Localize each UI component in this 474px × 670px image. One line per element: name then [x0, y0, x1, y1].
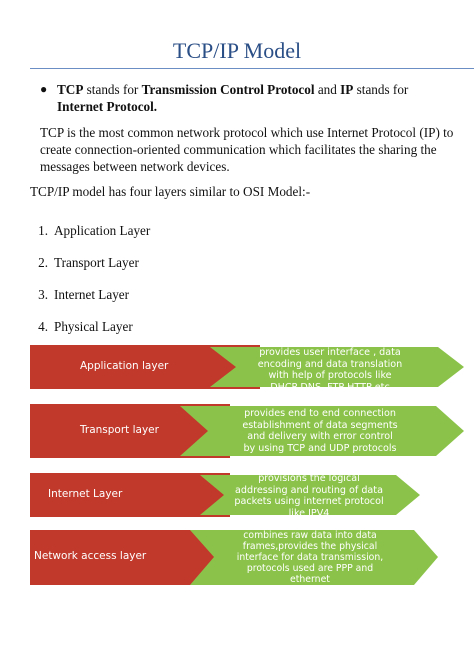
- desc-line: protocols used are PPP and: [246, 563, 374, 574]
- tcp-term: TCP: [57, 82, 84, 97]
- layer-label: Application layer: [80, 360, 169, 372]
- desc-line: provides end to end connection: [244, 408, 396, 419]
- desc-line: provides user interface , data: [259, 347, 401, 358]
- layer-row-application: [30, 345, 466, 393]
- layer-description: [230, 347, 430, 393]
- desc-line: ethernet: [290, 574, 330, 585]
- list-item: [30, 223, 150, 239]
- desc-line: provisions the logical: [258, 473, 360, 484]
- list-item-label: Physical Layer: [54, 319, 133, 334]
- title-divider: [30, 68, 474, 69]
- layer-label: Network access layer: [34, 550, 147, 562]
- layer-row-transport: [30, 404, 466, 458]
- layer-description: [216, 473, 402, 519]
- layers-intro: TCP/IP model has four layers similar to OSI Model:-: [30, 184, 311, 199]
- desc-line: with help of protocols like: [268, 370, 392, 381]
- tcp-description: TCP is the most common network protocol which use Internet Protocol (IP) to create connection-oriented communication which facilitates the sharing the messages between network devices.: [40, 125, 454, 174]
- list-item-label: Internet Layer: [54, 287, 130, 302]
- bullet-text: [57, 81, 450, 115]
- desc-line: addressing and routing of data: [235, 484, 383, 496]
- desc-line: DHCP,DNS, FTP,HTTP etc: [270, 381, 390, 393]
- list-item-number: 2.: [38, 255, 48, 270]
- layer-label: Transport layer: [80, 424, 159, 436]
- desc-line: combines raw data into data: [243, 530, 377, 541]
- desc-line: and delivery with error control: [247, 431, 393, 442]
- list-item: [30, 319, 133, 335]
- bullet-dot-icon: ●: [40, 82, 48, 96]
- and-text: and: [314, 82, 341, 97]
- desc-line: frames,provides the physical: [242, 541, 378, 552]
- desc-line: like IPV4: [288, 507, 330, 519]
- list-item: [30, 287, 129, 303]
- stands-for-text: stands for: [83, 82, 142, 97]
- layer-label: Internet Layer: [48, 488, 123, 500]
- desc-line: encoding and data translation: [257, 358, 403, 370]
- ip-term: IP: [340, 82, 354, 97]
- stands-for-text-2: stands for: [353, 82, 409, 97]
- ip-full-name: Internet Protocol.: [57, 99, 158, 114]
- layer-row-internet: [30, 473, 466, 517]
- layer-description: [210, 530, 410, 585]
- list-item-number: 4.: [38, 319, 48, 334]
- list-item-label: Transport Layer: [54, 255, 139, 270]
- list-item-label: Application Layer: [54, 223, 151, 238]
- desc-line: interface for data transmission,: [236, 552, 384, 563]
- layer-row-network-access: [30, 530, 466, 585]
- list-item-number: 3.: [38, 287, 48, 302]
- desc-line: by using TCP and UDP protocols: [243, 442, 397, 454]
- tcp-full-name: Transmission Control Protocol: [141, 82, 315, 97]
- list-item: [30, 255, 139, 271]
- list-item-number: 1.: [38, 223, 48, 238]
- desc-line: establishment of data segments: [242, 419, 398, 431]
- desc-line: packets using internet protocol: [234, 496, 384, 507]
- layer-description: [206, 408, 434, 454]
- page-title: TCP/IP Model: [172, 38, 302, 63]
- definition-bullet: [40, 81, 450, 115]
